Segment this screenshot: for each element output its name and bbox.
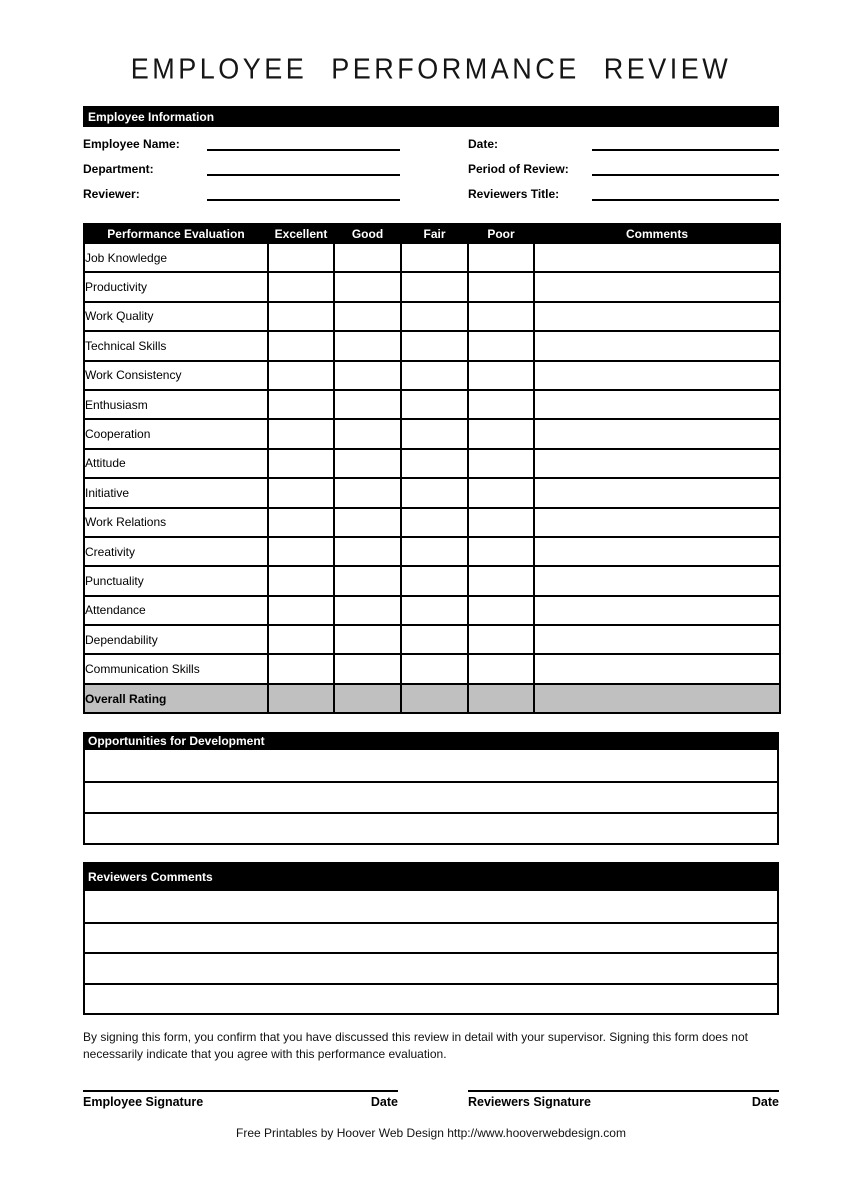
- summary-rating-cell-excellent[interactable]: [268, 684, 334, 713]
- summary-row: [84, 684, 780, 713]
- rating-cell-poor[interactable]: [468, 596, 534, 625]
- rating-cell-good[interactable]: [334, 654, 401, 683]
- reviewers-title-input-line[interactable]: [592, 186, 779, 201]
- evaluation-table-body: [84, 243, 780, 684]
- rating-cell-excellent[interactable]: [268, 625, 334, 654]
- rating-cell-poor[interactable]: [468, 361, 534, 390]
- department-label: Department:: [83, 161, 154, 176]
- rating-cell-good[interactable]: [334, 596, 401, 625]
- rating-cell-excellent[interactable]: [268, 508, 334, 537]
- rating-cell-excellent[interactable]: [268, 654, 334, 683]
- rating-cell-poor[interactable]: [468, 449, 534, 478]
- rating-cell-good[interactable]: [334, 361, 401, 390]
- rating-cell-excellent[interactable]: [268, 596, 334, 625]
- rating-cell-poor[interactable]: [468, 272, 534, 301]
- evaluation-row: [84, 596, 780, 625]
- evaluation-row: [84, 331, 780, 360]
- rating-cell-poor[interactable]: [468, 390, 534, 419]
- opportunities-writein-row[interactable]: [85, 781, 777, 812]
- evaluation-row: [84, 508, 780, 537]
- rating-cell-fair[interactable]: [401, 419, 468, 448]
- rating-cell-excellent[interactable]: [268, 566, 334, 595]
- employee-signature-labels: [83, 1092, 398, 1109]
- column-header-comments: Comments: [534, 224, 780, 243]
- reviewer-input-line[interactable]: [207, 186, 400, 201]
- criterion-label: Cooperation: [84, 419, 268, 448]
- reviewer-comments-section: [83, 862, 779, 1015]
- opportunities-writein-row[interactable]: [85, 812, 777, 843]
- rating-cell-fair[interactable]: [401, 654, 468, 683]
- rating-cell-fair[interactable]: [401, 331, 468, 360]
- signature-note: By signing this form, you confirm that you have discussed this review in detail with your supervisor. Signing this form does not necessarily indicate that you agree with this performance evaluation.: [83, 1030, 748, 1062]
- date-label: Date:: [468, 136, 499, 151]
- footer-credit: Free Printables by Hoover Web Design http://www.hooverwebdesign.com: [236, 1126, 626, 1141]
- reviewer-signature-date-label: Date: [751, 1095, 779, 1110]
- column-header-performance-evaluation: Performance Evaluation: [84, 224, 268, 243]
- comments-cell[interactable]: [534, 390, 780, 419]
- rating-cell-fair[interactable]: [401, 566, 468, 595]
- reviewers-title-label: Reviewers Title:: [468, 186, 560, 201]
- rating-cell-fair[interactable]: [401, 302, 468, 331]
- summary-rating-cell-fair[interactable]: [401, 684, 468, 713]
- field-reviewer: [83, 181, 400, 206]
- employee-signature-label: Employee Signature: [83, 1095, 204, 1110]
- comments-cell[interactable]: [534, 625, 780, 654]
- reviewer-comments-header: Reviewers Comments: [83, 862, 779, 891]
- rating-cell-poor[interactable]: [468, 302, 534, 331]
- employee-name-input-line[interactable]: [207, 136, 400, 151]
- reviewer-comments-writein-row[interactable]: [85, 952, 777, 983]
- rating-cell-fair[interactable]: [401, 243, 468, 272]
- reviewer-comments-rows: [83, 891, 779, 1015]
- criterion-label: Attendance: [84, 596, 268, 625]
- comments-cell[interactable]: [534, 508, 780, 537]
- comments-cell[interactable]: [534, 654, 780, 683]
- evaluation-row: [84, 625, 780, 654]
- rating-cell-good[interactable]: [334, 419, 401, 448]
- evaluation-row: [84, 243, 780, 272]
- rating-cell-fair[interactable]: [401, 272, 468, 301]
- rating-cell-fair[interactable]: [401, 390, 468, 419]
- evaluation-header-row: [84, 224, 780, 243]
- comments-cell[interactable]: [534, 449, 780, 478]
- rating-cell-good[interactable]: [334, 449, 401, 478]
- column-header-good: Good: [334, 224, 401, 243]
- rating-cell-poor[interactable]: [468, 654, 534, 683]
- evaluation-row: [84, 449, 780, 478]
- comments-cell[interactable]: [534, 272, 780, 301]
- rating-cell-good[interactable]: [334, 243, 401, 272]
- rating-cell-good[interactable]: [334, 478, 401, 507]
- criterion-label: Punctuality: [84, 566, 268, 595]
- summary-rating-cell-good[interactable]: [334, 684, 401, 713]
- rating-cell-excellent[interactable]: [268, 331, 334, 360]
- reviewer-comments-writein-row[interactable]: [85, 922, 777, 953]
- field-employee-name: [83, 131, 400, 156]
- opportunities-header: Opportunities for Development: [83, 732, 779, 750]
- date-input-line[interactable]: [592, 136, 779, 151]
- criterion-label: Work Consistency: [84, 361, 268, 390]
- rating-cell-good[interactable]: [334, 566, 401, 595]
- criterion-label: Enthusiasm: [84, 390, 268, 419]
- rating-cell-excellent[interactable]: [268, 419, 334, 448]
- criterion-label: Technical Skills: [84, 331, 268, 360]
- column-header-fair: Fair: [401, 224, 468, 243]
- field-date: [468, 131, 779, 156]
- comments-cell[interactable]: [534, 331, 780, 360]
- rating-cell-excellent[interactable]: [268, 243, 334, 272]
- department-input-line[interactable]: [207, 161, 400, 176]
- evaluation-row: [84, 272, 780, 301]
- rating-cell-poor[interactable]: [468, 508, 534, 537]
- evaluation-row: [84, 419, 780, 448]
- evaluation-row: [84, 566, 780, 595]
- criterion-label: Communication Skills: [84, 654, 268, 683]
- employee-signature-block[interactable]: [83, 1090, 398, 1109]
- comments-cell[interactable]: [534, 243, 780, 272]
- reviewer-signature-labels: [468, 1092, 779, 1109]
- evaluation-row: [84, 302, 780, 331]
- employee-signature-date-label: Date: [370, 1095, 398, 1110]
- rating-cell-good[interactable]: [334, 331, 401, 360]
- rating-cell-good[interactable]: [334, 537, 401, 566]
- column-header-excellent: Excellent: [268, 224, 334, 243]
- signature-area: [83, 1090, 779, 1109]
- rating-cell-poor[interactable]: [468, 478, 534, 507]
- rating-cell-poor[interactable]: [468, 331, 534, 360]
- rating-cell-excellent[interactable]: [268, 390, 334, 419]
- evaluation-row: [84, 361, 780, 390]
- comments-cell[interactable]: [534, 566, 780, 595]
- field-period-of-review: [468, 156, 779, 181]
- rating-cell-excellent[interactable]: [268, 272, 334, 301]
- criterion-label: Initiative: [84, 478, 268, 507]
- rating-cell-fair[interactable]: [401, 508, 468, 537]
- rating-cell-poor[interactable]: [468, 537, 534, 566]
- summary-row-label: Overall Rating: [84, 684, 268, 713]
- opportunities-section: [83, 732, 779, 845]
- criterion-label: Productivity: [84, 272, 268, 301]
- comments-cell[interactable]: [534, 478, 780, 507]
- reviewer-comments-writein-row[interactable]: [85, 983, 777, 1014]
- rating-cell-excellent[interactable]: [268, 302, 334, 331]
- rating-cell-excellent[interactable]: [268, 478, 334, 507]
- performance-evaluation-table: [83, 223, 781, 714]
- reviewer-signature-label: Reviewers Signature: [468, 1095, 591, 1110]
- summary-comments-cell[interactable]: [534, 684, 780, 713]
- rating-cell-excellent[interactable]: [268, 449, 334, 478]
- form-page: [83, 0, 779, 1140]
- comments-cell[interactable]: [534, 361, 780, 390]
- comments-cell[interactable]: [534, 419, 780, 448]
- rating-cell-good[interactable]: [334, 508, 401, 537]
- employee-name-label: Employee Name:: [83, 136, 180, 151]
- rating-cell-good[interactable]: [334, 302, 401, 331]
- criterion-label: Job Knowledge: [84, 243, 268, 272]
- rating-cell-poor[interactable]: [468, 243, 534, 272]
- rating-cell-fair[interactable]: [401, 478, 468, 507]
- criterion-label: Work Relations: [84, 508, 268, 537]
- rating-cell-good[interactable]: [334, 272, 401, 301]
- field-reviewers-title: [468, 181, 779, 206]
- opportunities-rows: [83, 750, 779, 845]
- evaluation-row: [84, 537, 780, 566]
- reviewer-comments-writein-row[interactable]: [85, 891, 777, 922]
- reviewer-signature-block[interactable]: [468, 1090, 779, 1109]
- rating-cell-fair[interactable]: [401, 361, 468, 390]
- evaluation-row: [84, 654, 780, 683]
- rating-cell-excellent[interactable]: [268, 537, 334, 566]
- rating-cell-fair[interactable]: [401, 596, 468, 625]
- summary-rating-cell-poor[interactable]: [468, 684, 534, 713]
- rating-cell-good[interactable]: [334, 390, 401, 419]
- reviewer-label: Reviewer:: [83, 186, 140, 201]
- rating-cell-poor[interactable]: [468, 419, 534, 448]
- rating-cell-fair[interactable]: [401, 449, 468, 478]
- rating-cell-poor[interactable]: [468, 625, 534, 654]
- rating-cell-fair[interactable]: [401, 625, 468, 654]
- comments-cell[interactable]: [534, 537, 780, 566]
- employee-information-header: Employee Information: [83, 106, 779, 127]
- comments-cell[interactable]: [534, 302, 780, 331]
- evaluation-row: [84, 390, 780, 419]
- criterion-label: Creativity: [84, 537, 268, 566]
- comments-cell[interactable]: [534, 596, 780, 625]
- evaluation-row: [84, 478, 780, 507]
- page-title: EMPLOYEE PERFORMANCE REVIEW: [130, 53, 732, 85]
- criterion-label: Dependability: [84, 625, 268, 654]
- criterion-label: Attitude: [84, 449, 268, 478]
- rating-cell-excellent[interactable]: [268, 361, 334, 390]
- column-header-poor: Poor: [468, 224, 534, 243]
- rating-cell-poor[interactable]: [468, 566, 534, 595]
- employee-information-fields: [83, 131, 779, 206]
- rating-cell-good[interactable]: [334, 625, 401, 654]
- opportunities-writein-row[interactable]: [85, 750, 777, 781]
- period-of-review-input-line[interactable]: [592, 161, 779, 176]
- criterion-label: Work Quality: [84, 302, 268, 331]
- period-of-review-label: Period of Review:: [468, 161, 569, 176]
- rating-cell-fair[interactable]: [401, 537, 468, 566]
- fields-right-column: [468, 131, 779, 206]
- field-department: [83, 156, 400, 181]
- fields-left-column: [83, 131, 400, 206]
